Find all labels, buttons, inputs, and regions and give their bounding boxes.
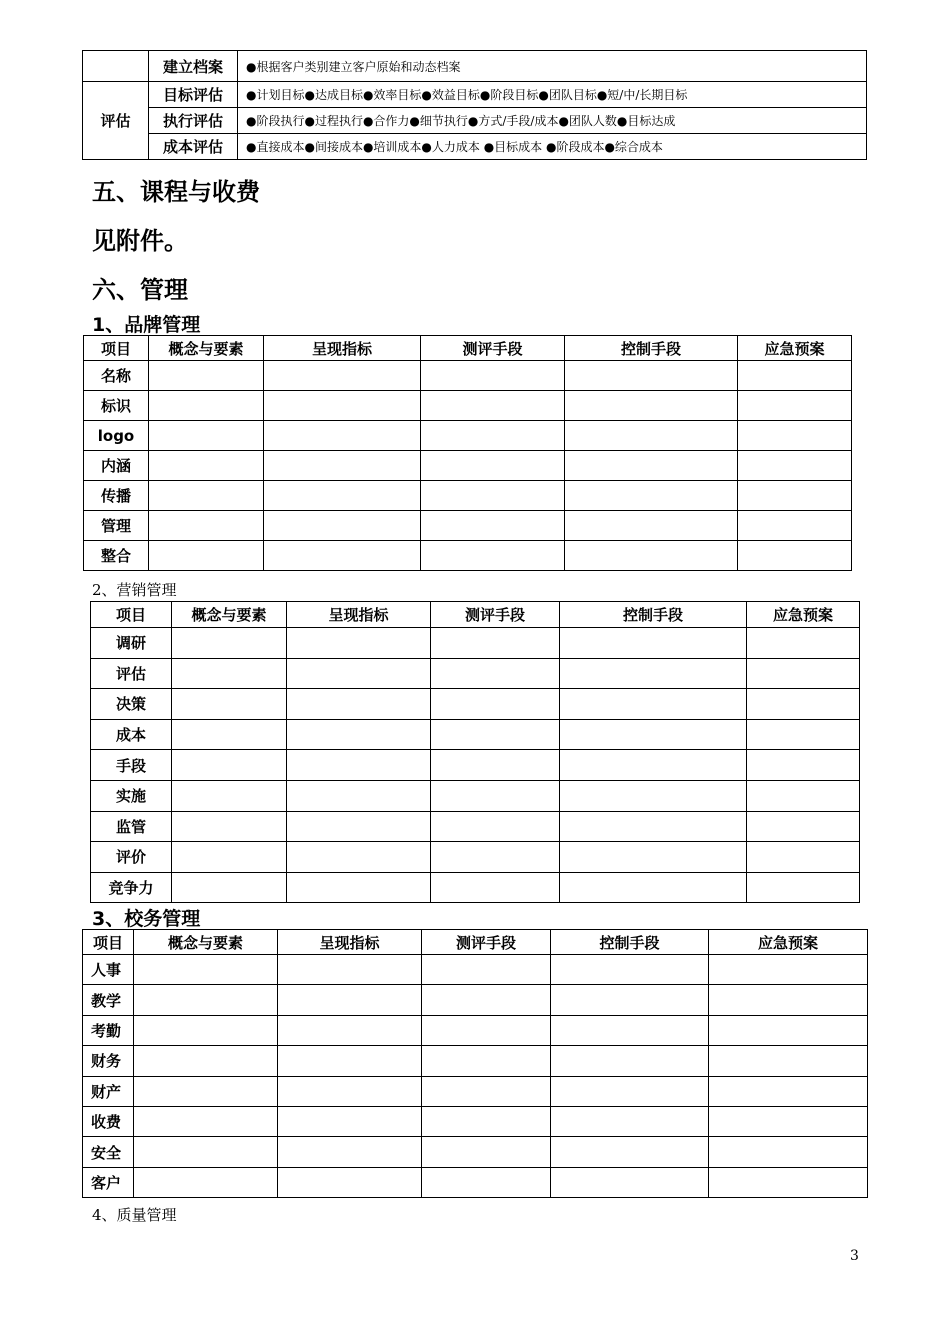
- empty-cell: [431, 750, 560, 781]
- empty-cell: [264, 361, 421, 391]
- empty-cell: [264, 451, 421, 481]
- table-row: [84, 361, 852, 391]
- desc-cell: ●直接成本●间接成本●培训成本●人力成本 ●目标成本 ●阶段成本●综合成本: [238, 134, 867, 160]
- row-label: 财务: [83, 1046, 134, 1076]
- empty-cell: [278, 955, 422, 985]
- empty-cell: [287, 719, 431, 750]
- empty-cell: [172, 780, 287, 811]
- item-cell: 目标评估: [149, 82, 238, 108]
- column-header: 应急预案: [747, 602, 860, 628]
- empty-cell: [560, 780, 747, 811]
- empty-cell: [551, 1137, 709, 1167]
- empty-cell: [134, 955, 278, 985]
- empty-cell: [747, 872, 860, 903]
- row-label: 财产: [83, 1076, 134, 1106]
- empty-cell: [709, 1076, 868, 1106]
- empty-cell: [278, 1015, 422, 1045]
- empty-cell: [149, 511, 264, 541]
- empty-cell: [421, 391, 565, 421]
- empty-cell: [172, 689, 287, 720]
- empty-cell: [431, 689, 560, 720]
- table-row: [83, 1046, 868, 1076]
- section-5-note: 见附件。: [92, 227, 188, 255]
- marketing-management-table: [90, 601, 860, 903]
- row-label: logo: [84, 421, 149, 451]
- empty-cell: [421, 421, 565, 451]
- empty-cell: [738, 421, 852, 451]
- empty-cell: [560, 872, 747, 903]
- category-cell: [83, 51, 149, 82]
- empty-cell: [709, 1015, 868, 1045]
- empty-cell: [421, 361, 565, 391]
- empty-cell: [172, 750, 287, 781]
- empty-cell: [264, 511, 421, 541]
- empty-cell: [747, 719, 860, 750]
- column-header: 概念与要素: [134, 930, 278, 955]
- row-label: 传播: [84, 481, 149, 511]
- table-row: [84, 451, 852, 481]
- row-label: 考勤: [83, 1015, 134, 1045]
- table-row: [91, 842, 860, 873]
- row-label: 人事: [83, 955, 134, 985]
- empty-cell: [565, 511, 738, 541]
- empty-cell: [747, 750, 860, 781]
- empty-cell: [172, 811, 287, 842]
- empty-cell: [278, 1167, 422, 1197]
- column-header: 项目: [84, 336, 149, 361]
- empty-cell: [431, 811, 560, 842]
- empty-cell: [278, 985, 422, 1015]
- empty-cell: [560, 750, 747, 781]
- table-row: [91, 628, 860, 659]
- empty-cell: [565, 541, 738, 571]
- empty-cell: [551, 985, 709, 1015]
- empty-cell: [565, 421, 738, 451]
- table-row: [83, 1076, 868, 1106]
- empty-cell: [149, 421, 264, 451]
- table-row: [83, 82, 867, 108]
- empty-cell: [551, 1015, 709, 1045]
- empty-cell: [551, 1167, 709, 1197]
- empty-cell: [747, 628, 860, 659]
- empty-cell: [560, 811, 747, 842]
- column-header: 测评手段: [421, 336, 565, 361]
- empty-cell: [431, 780, 560, 811]
- desc-cell: ●根据客户类别建立客户原始和动态档案: [238, 51, 867, 82]
- empty-cell: [421, 451, 565, 481]
- empty-cell: [422, 1046, 551, 1076]
- empty-cell: [565, 451, 738, 481]
- column-header: 测评手段: [431, 602, 560, 628]
- empty-cell: [287, 811, 431, 842]
- empty-cell: [422, 1015, 551, 1045]
- empty-cell: [264, 391, 421, 421]
- row-label: 评价: [91, 842, 172, 873]
- empty-cell: [149, 451, 264, 481]
- table-row: [83, 1137, 868, 1167]
- empty-cell: [551, 1106, 709, 1136]
- table-row: [91, 658, 860, 689]
- empty-cell: [287, 689, 431, 720]
- empty-cell: [264, 481, 421, 511]
- empty-cell: [709, 1046, 868, 1076]
- column-header: 呈现指标: [264, 336, 421, 361]
- empty-cell: [565, 391, 738, 421]
- row-label: 内涵: [84, 451, 149, 481]
- empty-cell: [134, 1076, 278, 1106]
- table-row: [91, 719, 860, 750]
- row-label: 标识: [84, 391, 149, 421]
- table-row: [91, 750, 860, 781]
- empty-cell: [134, 1015, 278, 1045]
- page-number: 3: [850, 1248, 859, 1264]
- column-header: 控制手段: [551, 930, 709, 955]
- row-label: 评估: [91, 658, 172, 689]
- table-row: [83, 1106, 868, 1136]
- empty-cell: [431, 872, 560, 903]
- column-header: 应急预案: [738, 336, 852, 361]
- header-row: [91, 602, 860, 628]
- table-row: [83, 955, 868, 985]
- row-label: 教学: [83, 985, 134, 1015]
- subsection-1-heading: 1、品牌管理: [92, 314, 201, 336]
- empty-cell: [287, 628, 431, 659]
- header-row: [84, 336, 852, 361]
- column-header: 呈现指标: [278, 930, 422, 955]
- desc-cell: ●计划目标●达成目标●效率目标●效益目标●阶段目标●团队目标●短/中/长期目标: [238, 82, 867, 108]
- group-label: 评估: [83, 82, 149, 160]
- empty-cell: [747, 811, 860, 842]
- empty-cell: [287, 842, 431, 873]
- table-row: [84, 421, 852, 451]
- empty-cell: [565, 361, 738, 391]
- empty-cell: [431, 719, 560, 750]
- evaluation-table: [82, 50, 867, 160]
- empty-cell: [738, 511, 852, 541]
- row-label: 手段: [91, 750, 172, 781]
- row-label: 决策: [91, 689, 172, 720]
- brand-management-table: [83, 335, 852, 571]
- table-row: [91, 872, 860, 903]
- empty-cell: [422, 1167, 551, 1197]
- empty-cell: [278, 1137, 422, 1167]
- section-5-heading: 五、课程与收费: [92, 178, 260, 206]
- school-affairs-table: [82, 929, 868, 1198]
- row-label: 实施: [91, 780, 172, 811]
- row-label: 监管: [91, 811, 172, 842]
- empty-cell: [431, 628, 560, 659]
- empty-cell: [709, 1137, 868, 1167]
- column-header: 项目: [83, 930, 134, 955]
- empty-cell: [551, 1046, 709, 1076]
- empty-cell: [287, 780, 431, 811]
- table-row: [83, 985, 868, 1015]
- empty-cell: [149, 541, 264, 571]
- table-row: [91, 780, 860, 811]
- empty-cell: [431, 658, 560, 689]
- empty-cell: [747, 658, 860, 689]
- empty-cell: [422, 985, 551, 1015]
- empty-cell: [422, 1137, 551, 1167]
- item-cell: 建立档案: [149, 51, 238, 82]
- empty-cell: [172, 658, 287, 689]
- column-header: 概念与要素: [172, 602, 287, 628]
- table-row: [83, 108, 867, 134]
- empty-cell: [422, 1106, 551, 1136]
- empty-cell: [738, 391, 852, 421]
- empty-cell: [172, 872, 287, 903]
- empty-cell: [738, 481, 852, 511]
- empty-cell: [560, 842, 747, 873]
- empty-cell: [287, 872, 431, 903]
- table-row: [91, 689, 860, 720]
- column-header: 概念与要素: [149, 336, 264, 361]
- table-row: [83, 1167, 868, 1197]
- empty-cell: [560, 719, 747, 750]
- item-cell: 执行评估: [149, 108, 238, 134]
- empty-cell: [172, 719, 287, 750]
- empty-cell: [738, 361, 852, 391]
- empty-cell: [709, 1106, 868, 1136]
- empty-cell: [421, 541, 565, 571]
- empty-cell: [421, 481, 565, 511]
- item-cell: 成本评估: [149, 134, 238, 160]
- table-row: [83, 51, 867, 82]
- column-header: 应急预案: [709, 930, 868, 955]
- column-header: 项目: [91, 602, 172, 628]
- empty-cell: [421, 511, 565, 541]
- row-label: 管理: [84, 511, 149, 541]
- row-label: 成本: [91, 719, 172, 750]
- row-label: 收费: [83, 1106, 134, 1136]
- row-label: 竞争力: [91, 872, 172, 903]
- row-label: 整合: [84, 541, 149, 571]
- empty-cell: [264, 421, 421, 451]
- empty-cell: [738, 451, 852, 481]
- empty-cell: [709, 955, 868, 985]
- empty-cell: [709, 985, 868, 1015]
- table-row: [84, 541, 852, 571]
- column-header: 测评手段: [422, 930, 551, 955]
- empty-cell: [747, 689, 860, 720]
- empty-cell: [287, 750, 431, 781]
- empty-cell: [149, 361, 264, 391]
- empty-cell: [560, 658, 747, 689]
- row-label: 名称: [84, 361, 149, 391]
- empty-cell: [172, 628, 287, 659]
- header-row: [83, 930, 868, 955]
- row-label: 安全: [83, 1137, 134, 1167]
- empty-cell: [278, 1046, 422, 1076]
- empty-cell: [264, 541, 421, 571]
- empty-cell: [747, 780, 860, 811]
- table-row: [91, 811, 860, 842]
- empty-cell: [134, 1106, 278, 1136]
- row-label: 客户: [83, 1167, 134, 1197]
- table-row: [84, 511, 852, 541]
- subsection-2-heading: 2、营销管理: [92, 581, 177, 599]
- empty-cell: [134, 1167, 278, 1197]
- section-6-heading: 六、管理: [92, 276, 188, 304]
- empty-cell: [565, 481, 738, 511]
- empty-cell: [560, 689, 747, 720]
- subsection-4-heading: 4、质量管理: [92, 1206, 177, 1224]
- table-row: [83, 1015, 868, 1045]
- table-row: [83, 134, 867, 160]
- empty-cell: [278, 1106, 422, 1136]
- empty-cell: [134, 1046, 278, 1076]
- empty-cell: [422, 1076, 551, 1106]
- empty-cell: [287, 658, 431, 689]
- table-row: [84, 391, 852, 421]
- empty-cell: [172, 842, 287, 873]
- subsection-3-heading: 3、校务管理: [92, 908, 201, 930]
- empty-cell: [431, 842, 560, 873]
- column-header: 控制手段: [565, 336, 738, 361]
- desc-cell: ●阶段执行●过程执行●合作力●细节执行●方式/手段/成本●团队人数●目标达成: [238, 108, 867, 134]
- column-header: 控制手段: [560, 602, 747, 628]
- empty-cell: [709, 1167, 868, 1197]
- empty-cell: [551, 955, 709, 985]
- empty-cell: [422, 955, 551, 985]
- empty-cell: [278, 1076, 422, 1106]
- empty-cell: [149, 391, 264, 421]
- empty-cell: [738, 541, 852, 571]
- column-header: 呈现指标: [287, 602, 431, 628]
- empty-cell: [149, 481, 264, 511]
- empty-cell: [134, 1137, 278, 1167]
- empty-cell: [134, 985, 278, 1015]
- row-label: 调研: [91, 628, 172, 659]
- empty-cell: [560, 628, 747, 659]
- empty-cell: [747, 842, 860, 873]
- empty-cell: [551, 1076, 709, 1106]
- table-row: [84, 481, 852, 511]
